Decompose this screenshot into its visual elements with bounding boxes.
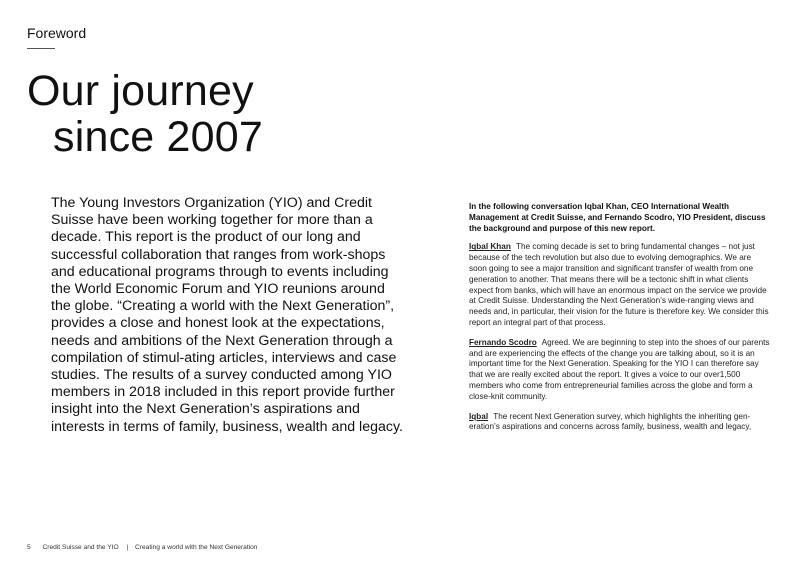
page-title bbox=[27, 68, 263, 160]
section-label: Foreword bbox=[27, 25, 87, 41]
speaker-name: Fernando Scodro bbox=[469, 337, 537, 347]
footer-report-title: Creating a world with the Next Generation bbox=[135, 544, 258, 551]
conversation-lead: In the following conversation Iqbal Khan, CEO International Wealth Management at Credit Suisse, and Fernando Scodro, YIO President, discuss the background and purpose of this new report. bbox=[469, 202, 766, 233]
conversation-exchange bbox=[469, 412, 771, 434]
conversation-exchange bbox=[469, 242, 771, 328]
intro-paragraph: The Young Investors Organization (YIO) and Credit Suisse have been working together for more than a decade. This report is the product of our long and successful collaboration that ranges from work-shops and educational programs through to events including the World Economic Forum and YIO reunions around the globe. “Creating a world with the Next Generation”, provides a close and honest look at the expectations, needs and ambitions of the Next Generation through a compilation of stimul-ating articles, interviews and case studies. The results of a survey conducted among YIO members in 2018 included in this report provide further insight into the Next Generation’s aspirations and interests in terms of family, business, wealth and legacy. bbox=[51, 195, 403, 435]
footer-separator: | bbox=[126, 544, 129, 551]
speaker-name: Iqbal bbox=[469, 411, 489, 421]
speaker-text: The recent Next Generation survey, which highlights the inheriting gen-eration’s aspirations and concerns across family, business, wealth and legacy, bbox=[469, 411, 752, 432]
title-line-1: Our journey bbox=[27, 67, 254, 115]
page-number: 5 bbox=[27, 544, 31, 551]
title-line-2: since 2007 bbox=[53, 113, 263, 161]
footer-publisher: Credit Suisse and the YIO bbox=[42, 544, 119, 551]
speaker-text: Agreed. We are beginning to step into the shoes of our parents and are experiencing the effects of the change you are talking about, so it is an important time for the Next Generation. Speaking for the YIO I can therefore say that we are really excited about the report. It gives a voice to our over1,500 members who come from entrepreneurial families across the globe and form a close-knit community. bbox=[469, 337, 770, 401]
speaker-name: Iqbal Khan bbox=[469, 242, 511, 252]
speaker-text: The coming decade is set to bring fundamental changes – not just because of the tech revolution but also due to evolving demographics. We are soon going to see a major transition and significant transfer of wealth from one generation to another. That means there will be a tectonic shift in what clients expect from banks, which will have an enormous impact on the service we provide at Credit Suisse. Understanding the Next Generation’s wide-ranging views and needs and, in particular, their vision for the future is therefore key. We consider this report an integral part of that process. bbox=[469, 242, 769, 327]
conversation-column bbox=[469, 202, 771, 442]
section-rule bbox=[27, 48, 55, 49]
page-footer bbox=[27, 544, 267, 551]
conversation-exchange bbox=[469, 338, 771, 403]
